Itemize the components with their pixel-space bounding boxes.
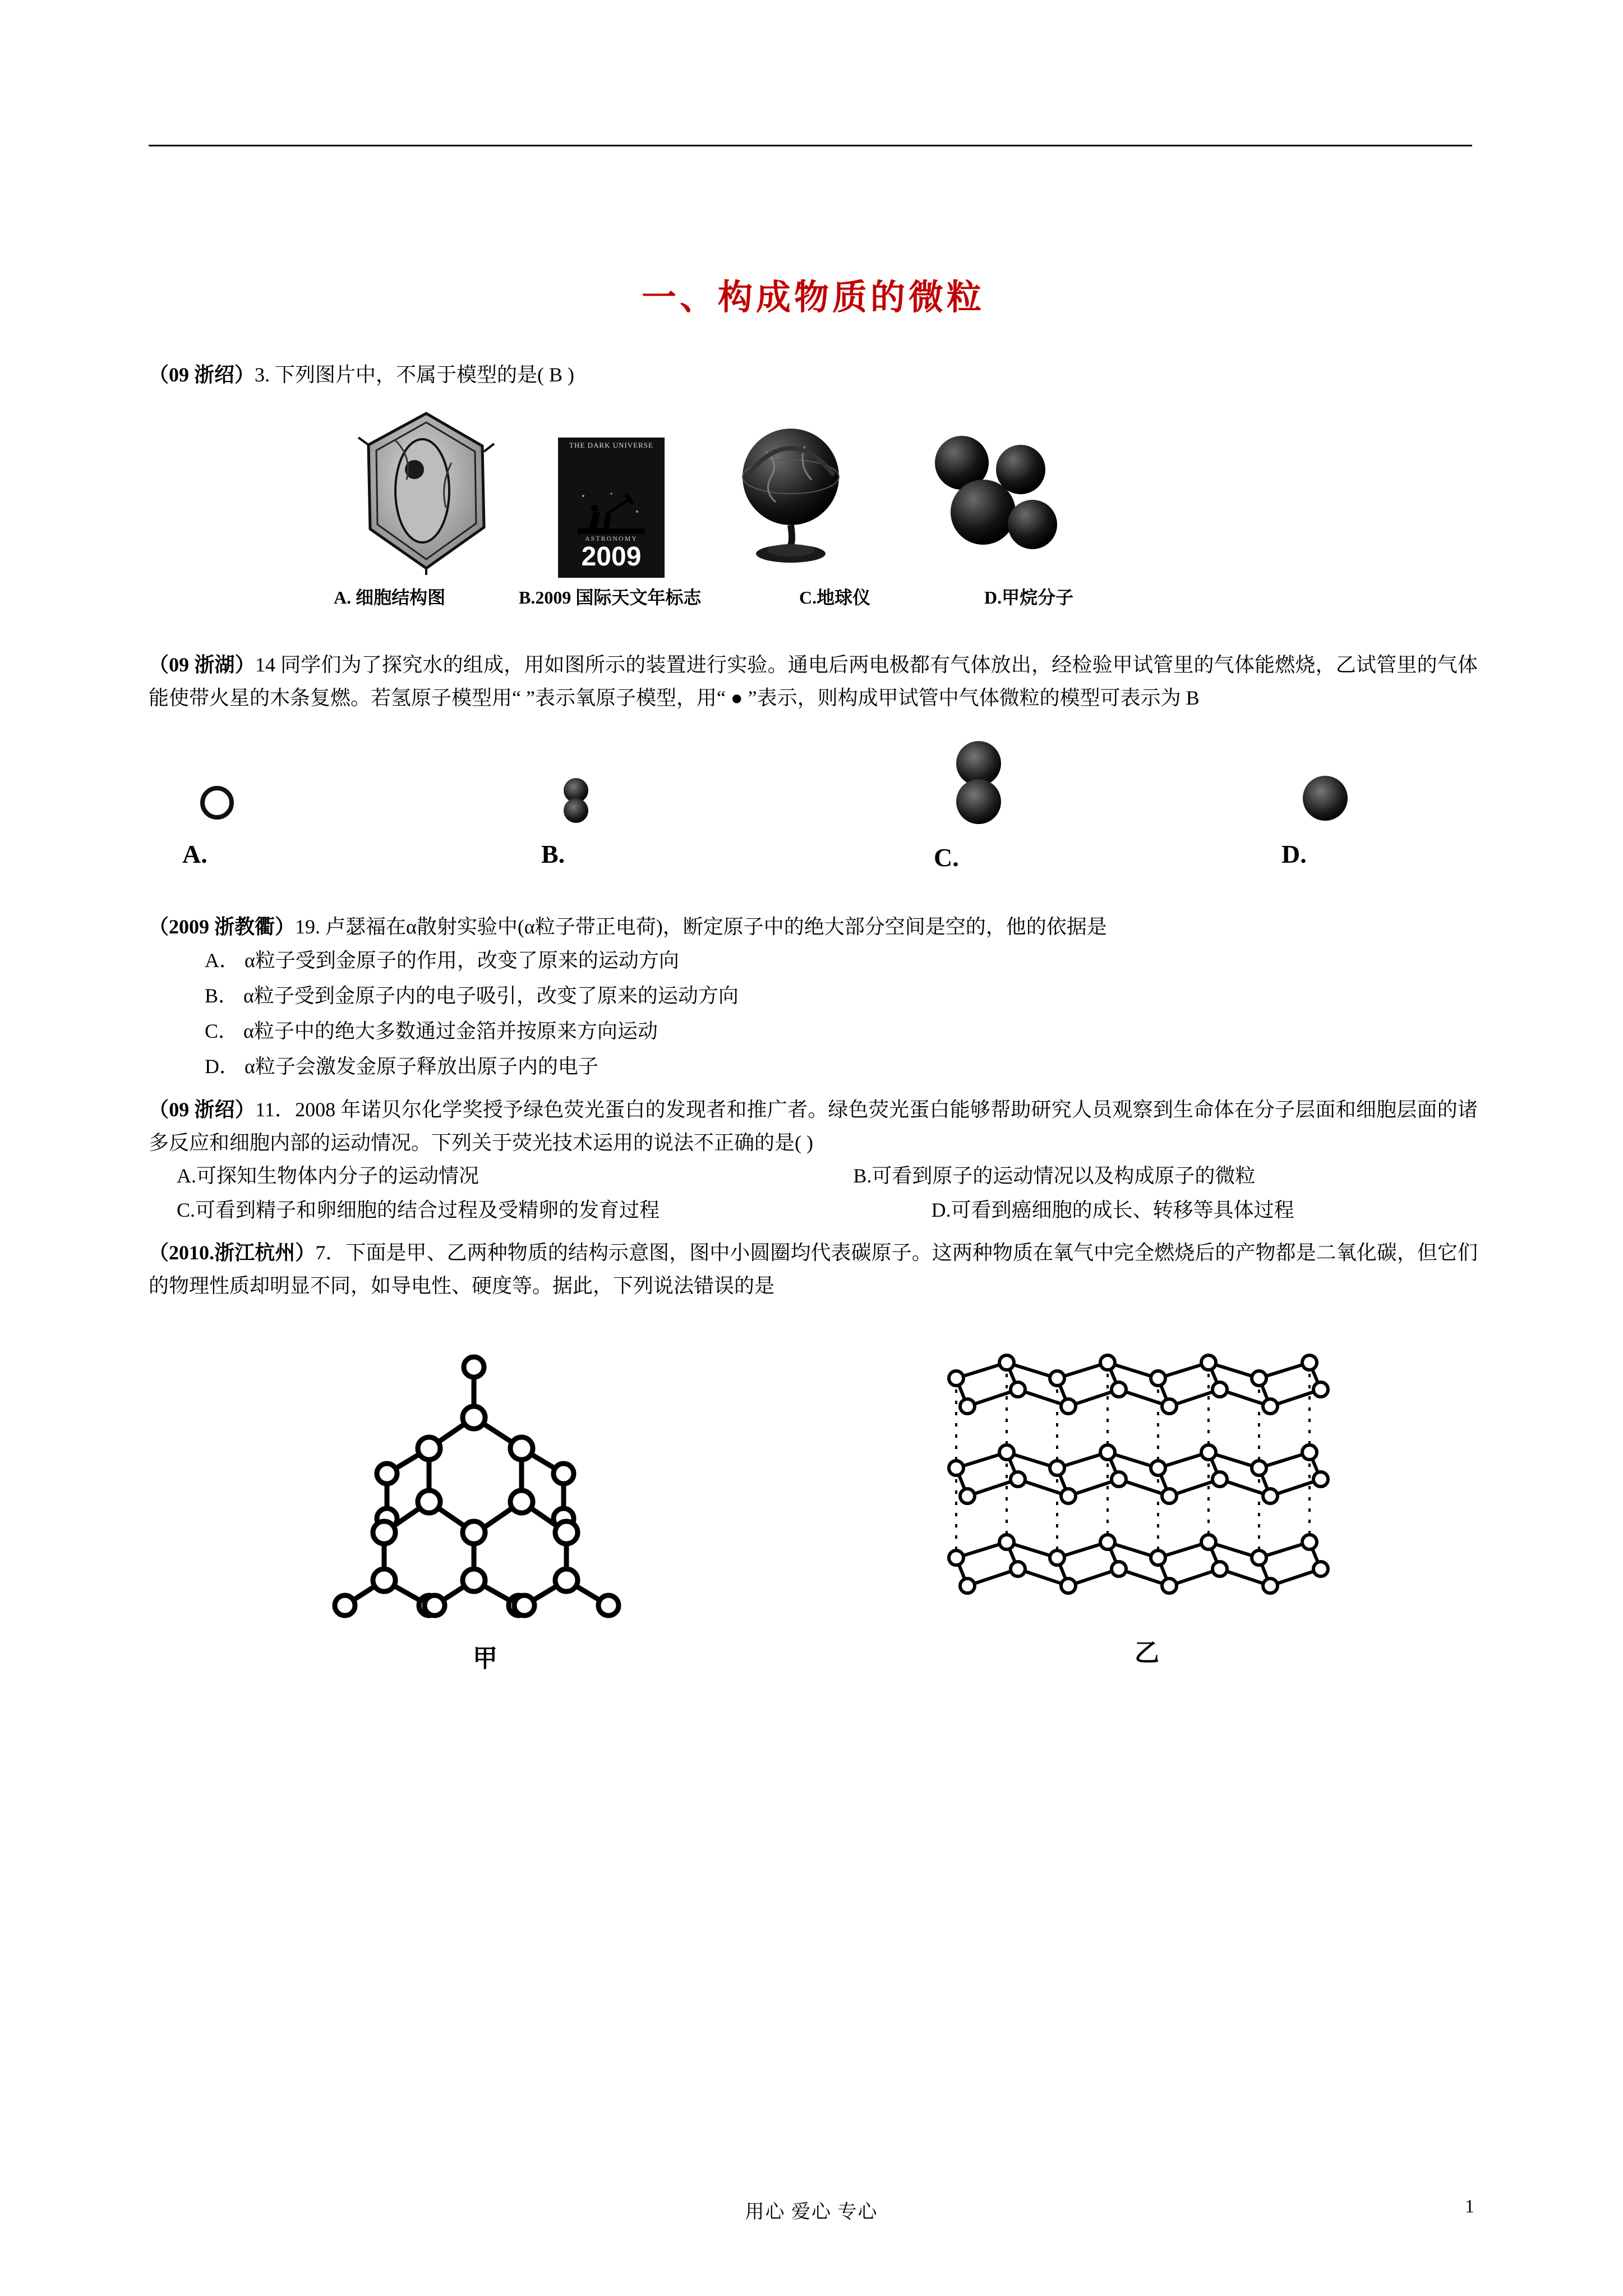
caption-c: C.地球仪 [799,587,871,608]
poster-sub-text: ASTRONOMY [584,535,638,543]
model-option-c [934,723,1040,872]
question-1-tag: （09 浙绍） [149,364,255,386]
question-1 [149,358,1478,609]
figure-methane-molecule [917,429,1057,578]
question-2 [149,648,1478,899]
question-4-options-row-1 [149,1159,1478,1193]
figure-astronomy-poster [558,438,665,578]
question-3-option-d: D． α粒子会激发金原子释放出原子内的电子 [205,1055,598,1078]
methane-molecule-icon [917,429,1057,575]
question-5-tag: （2010.浙江杭州） [149,1241,316,1264]
question-5-text [149,1236,1478,1302]
figure-cell-structure [356,407,496,578]
model-b-label: B. [541,839,565,868]
question-3-text [149,910,1478,943]
header-divider [149,145,1472,146]
page-footer [0,2196,1623,2224]
question-5 [149,1236,1478,1676]
model-a-label: A. [182,839,208,868]
globe-icon [726,424,855,575]
model-c-label: C. [934,843,959,872]
question-2-figures [149,737,1478,899]
figure-diamond-structure [289,1333,681,1674]
page-number: 1 [1465,2196,1474,2217]
question-1-captions [149,583,1478,609]
figure-graphite-structure [934,1322,1360,1668]
question-2-body: 14 同学们为了探究水的组成，用如图所示的装置进行实验。通电后两电极都有气体放出，经检验甲试管里的气体能燃烧，乙试管里的气体能使带火星的木条复燃。若氢原子模型用“ ”表示氧原子模型，用“ ● ”表示，则构成甲试管中气体微粒的模型可表示为 B [149,654,1478,709]
question-5-body: 7．下面是甲、乙两种物质的结构示意图，图中小圆圈均代表碳原子。这两种物质在氧气中完全燃烧后的产物都是二氧化碳，但它们的物理性质却明显不同，如导电性、硬度等。据此，下列说法错误的是 [149,1241,1478,1297]
figure-caption-yi: 乙 [1135,1639,1159,1667]
question-2-tag: （09 浙湖） [149,654,255,677]
telescope-silhouette-icon [578,489,645,534]
poster-image [558,438,665,578]
model-b-icon [541,737,637,832]
question-4-option-a: A.可探知生物体内分子的运动情况 [177,1164,479,1187]
question-1-body: 3. 下列图片中，不属于模型的是( B ) [255,364,575,386]
model-a-icon [182,737,278,832]
poster-top-text: THE DARK UNIVERSE [569,441,653,450]
question-4-option-d: D.可看到癌细胞的成长、转移等具体过程 [931,1199,1294,1222]
question-4 [149,1093,1478,1227]
question-3-option-b: B． α粒子受到金原子内的电子吸引，改变了原来的运动方向 [205,984,739,1007]
document-content [149,269,1478,1685]
question-4-text [149,1093,1478,1159]
caption-a: A. 细胞结构图 [334,587,446,608]
model-c-icon [934,723,1040,835]
model-option-b [541,737,637,869]
footer-text: 用心 爱心 专心 [745,2202,878,2223]
question-1-text [149,358,1478,391]
question-3-option-a: A． α粒子受到金原子的作用，改变了原来的运动方向 [205,949,679,972]
diamond-lattice-icon [289,1333,681,1631]
model-d-label: D. [1281,839,1307,868]
cell-structure-icon [356,407,496,575]
model-option-d [1281,737,1382,869]
question-5-figures [149,1317,1478,1676]
question-4-tag: （09 浙绍） [149,1098,256,1121]
caption-b: B.2009 国际天文年标志 [519,587,702,608]
question-4-body: 11．2008 年诺贝尔化学奖授予绿色荧光蛋白的发现者和推广者。绿色荧光蛋白能够帮助研究人员观察到生命体在分子层面和细胞层面的诸多反应和细胞内部的运动情况。下列关于荧光技术运用的说法不正确的是( ) [149,1098,1478,1154]
question-3-tag: （2009 浙教衢） [149,915,296,938]
question-4-options-row-2 [149,1193,1478,1227]
question-3 [149,910,1478,1084]
model-option-a [182,737,278,869]
caption-d: D.甲烷分子 [984,587,1074,608]
poster-year: 2009 [581,542,642,572]
model-d-icon [1281,737,1382,832]
question-4-option-c: C.可看到精子和卵细胞的结合过程及受精卵的发育过程 [177,1199,660,1222]
question-4-option-b: B.可看到原子的运动情况以及构成原子的微粒 [853,1164,1256,1187]
graphite-lattice-icon [934,1322,1360,1625]
figure-caption-jia: 甲 [473,1644,497,1672]
question-1-figures [149,407,1478,578]
figure-globe [726,424,855,578]
question-2-text [149,648,1478,714]
page-title: 一、构成物质的微粒 [641,279,985,317]
question-3-body: 19. 卢瑟福在α散射实验中(α粒子带正电荷)，断定原子中的绝大部分空间是空的，他的依据是 [295,915,1107,938]
question-3-option-c: C． α粒子中的绝大多数通过金箔并按原来方向运动 [205,1020,658,1043]
